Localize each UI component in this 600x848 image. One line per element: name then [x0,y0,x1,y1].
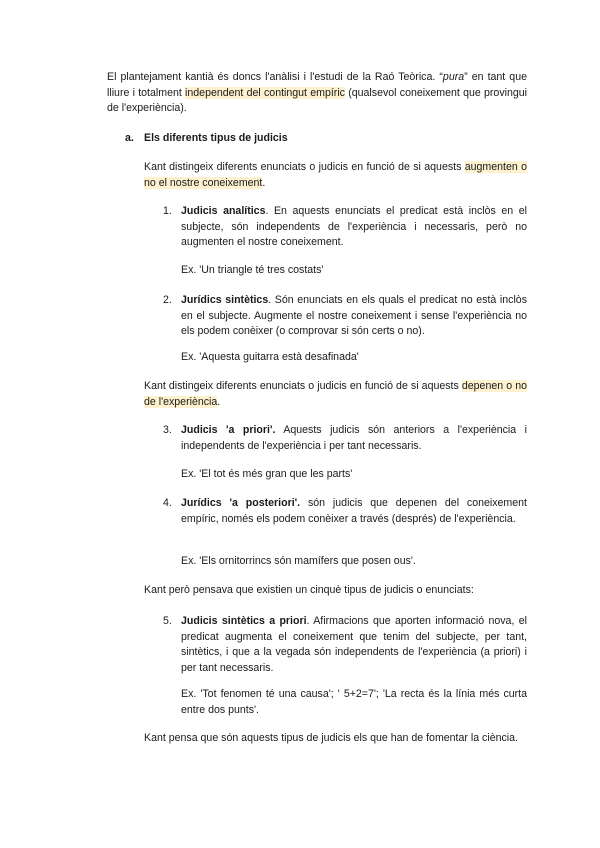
item-1-text: . En aquests enunciats el predicat està inclòs en el subjecte, són independents de l'experiència i necessaris, però no augmenten el nostre coneixement. [181,205,527,248]
item-5-text: . Afirmacions que aporten informació nova, el predicat augmenta el coneixement que tenim del subjecte, per tant, sintètics, i que a la vegada són independents de l'experiència (a priori) i per tant necessaris. [181,615,527,674]
intro-text-2: ” en tant que lliure i totalment [107,71,527,99]
item-5-term: Judicis sintètics a priori [181,615,307,627]
item-1-number: 1. [163,205,172,217]
section-a-title: Els diferents tipus de judicis [144,132,288,144]
intro-text-3: (qualsevol coneixement que provingui de l'experiència). [107,86,527,114]
item-1-term: Judicis analítics [181,205,266,217]
item-4-number: 4. [163,497,172,509]
intro-paragraph [107,70,527,117]
item-2-body [181,293,527,340]
item-5-example: Ex. 'Tot fenomen té una causa'; ' 5+2=7'; 'La recta és la línia més curta entre dos punts'. [181,688,527,716]
item-2-term: Jurídics sintètics [181,294,269,306]
item-4-example: Ex. 'Els ornitorrincs són mamífers que posen ous'. [181,555,416,567]
item-4-text: són judicis que depenen del coneixement empíric, només els podem conèixer a través (després) de l'experiència. [181,497,527,525]
item-2-number: 2. [163,294,172,306]
intro-pura: pura [442,71,465,83]
item-3-text: Aquests judicis són anteriors a l'experiència i independents de l'experiència i per tant necessaris. [181,424,527,452]
section-a-marker: a. [125,132,134,144]
paragraph-2-text: Kant distingeix diferents enunciats o judicis en funció de si aquests [144,380,462,392]
paragraph-2-end: . [217,395,221,408]
item-3-body [181,423,527,454]
item-3-number: 3. [163,424,172,436]
item-4-body [181,496,527,527]
item-1-body [181,204,527,251]
item-3-example: Ex. 'El tot és més gran que les parts' [181,468,353,480]
paragraph-2-highlight: depenen o no de l'experiència [144,380,527,408]
paragraph-1-end: . [262,176,266,189]
paragraph-1 [144,160,527,191]
item-2-example: Ex. 'Aquesta guitarra està desafinada' [181,351,359,363]
intro-highlight: independent del contingut empíric [185,86,345,99]
item-4-term: Jurídics 'a posteriori'. [181,497,301,509]
item-3-term: Judicis 'a priori'. [181,424,276,436]
paragraph-1-highlight: augmenten o no el nostre coneixement [144,161,527,189]
item-1-example: Ex. 'Un triangle té tres costats' [181,264,324,276]
item-2-text: . Són enunciats en els quals el predicat no està inclòs en el subjecte. Augmente el nostre coneixement i sense l'experiència no els podem conèixer (o comprovar si són certs o no). [181,294,527,337]
paragraph-2 [144,379,527,410]
paragraph-4: Kant pensa que són aquests tipus de judicis els que han de fomentar la ciència. [144,732,518,744]
paragraph-1-text: Kant distingeix diferents enunciats o judicis en funció de si aquests [144,161,465,173]
paragraph-3: Kant però pensava que existien un cinquè tipus de judicis o enunciats: [144,584,474,596]
intro-text-1: El plantejament kantià és doncs l'anàlisi i l'estudi de la Raó Teòrica. “ [107,71,443,83]
item-5-number: 5. [163,615,172,627]
item-5-body [181,614,527,676]
